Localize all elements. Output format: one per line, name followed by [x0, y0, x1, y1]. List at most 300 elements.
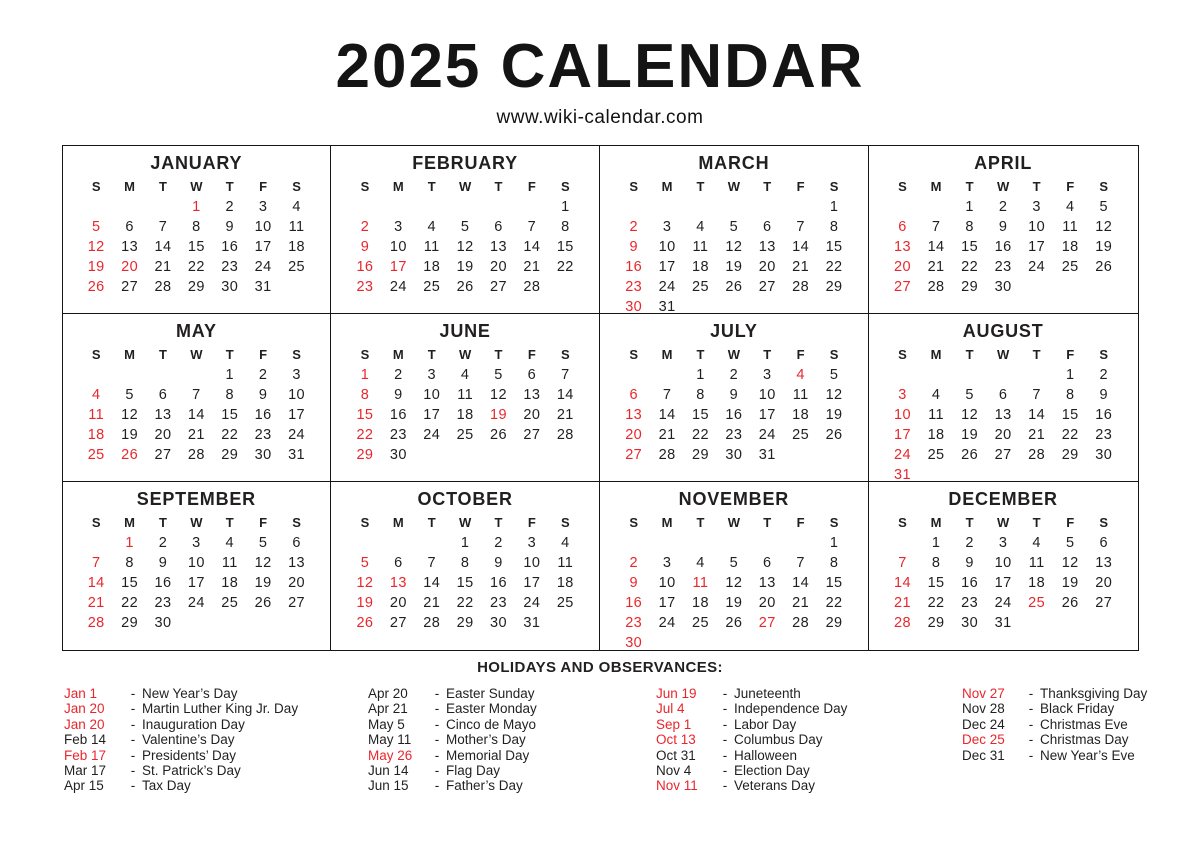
holiday-row: [368, 763, 656, 778]
week-row: [348, 613, 582, 633]
day-cell: [180, 613, 213, 633]
day-cell: 9: [360, 239, 370, 255]
weekday-header: T: [763, 178, 772, 194]
day-cell: 17: [389, 259, 407, 275]
day-cell: [751, 465, 784, 482]
day-cell: 13: [1095, 555, 1113, 571]
day-cell: [784, 445, 817, 465]
day-cell: 31: [658, 299, 676, 314]
day-cell: 23: [356, 279, 374, 295]
day-cell: 12: [725, 575, 743, 591]
week-row: [80, 553, 314, 573]
day-cell: [280, 277, 313, 297]
day-cell: [382, 465, 415, 482]
week-row: [886, 445, 1121, 465]
day-cell: 19: [356, 595, 374, 611]
holiday-row: [64, 748, 368, 763]
day-cell: 20: [288, 575, 306, 591]
day-cell: 2: [965, 535, 974, 551]
weekday-header: F: [1066, 514, 1075, 530]
weekday-header-row: [617, 175, 851, 197]
day-cell: 19: [961, 427, 979, 443]
month-weeks: [348, 365, 582, 482]
day-cell: 29: [1061, 447, 1079, 463]
day-cell: 26: [254, 595, 272, 611]
week-row: [348, 197, 582, 217]
day-cell: 21: [556, 407, 574, 423]
day-cell: [1087, 633, 1121, 650]
day-cell: 18: [221, 575, 239, 591]
holiday-row: [962, 748, 1200, 763]
day-cell: 7: [91, 555, 101, 571]
weekday-header: S: [360, 514, 370, 530]
day-cell: [1053, 465, 1087, 482]
day-cell: [953, 297, 987, 314]
day-cell: [415, 465, 448, 482]
day-cell: [280, 465, 313, 482]
weekday-header: S: [629, 178, 639, 194]
day-cell: 28: [927, 279, 945, 295]
day-cell: 1: [561, 199, 570, 215]
weekday-header: T: [225, 178, 234, 194]
holiday-name: New Year’s Eve: [1040, 747, 1135, 763]
day-cell: 6: [292, 535, 301, 551]
day-cell: [382, 533, 415, 553]
holiday-row: [64, 717, 368, 732]
week-row: [886, 553, 1121, 573]
weekday-header: T: [494, 178, 503, 194]
day-cell: 15: [825, 239, 843, 255]
day-cell: 16: [389, 407, 407, 423]
holiday-date: Jan 20: [64, 716, 105, 732]
day-cell: 22: [825, 259, 843, 275]
day-cell: 16: [725, 407, 743, 423]
day-cell: [180, 633, 213, 650]
week-row: [617, 553, 851, 573]
week-row: [80, 257, 314, 277]
weekday-header: M: [392, 514, 404, 530]
day-cell: 5: [729, 219, 739, 235]
day-cell: 20: [154, 427, 172, 443]
day-cell: 25: [423, 279, 441, 295]
day-cell: 28: [423, 615, 441, 631]
holiday-name: Juneteenth: [734, 686, 801, 701]
day-cell: 19: [725, 595, 743, 611]
weekday-header-row: [348, 511, 582, 533]
day-cell: [784, 297, 817, 314]
holiday-dash: -: [434, 716, 440, 732]
day-cell: 12: [87, 239, 105, 255]
weekday-header-row: [886, 511, 1121, 533]
week-row: [348, 553, 582, 573]
day-cell: 27: [625, 447, 643, 463]
day-cell: [1053, 277, 1087, 297]
weekday-header: S: [360, 178, 370, 194]
month-day-table: [886, 343, 1121, 482]
week-row: [886, 197, 1121, 217]
day-cell: 14: [154, 239, 172, 255]
day-cell: 13: [154, 407, 172, 423]
week-row: [348, 533, 582, 553]
day-cell: [448, 197, 481, 217]
day-cell: 26: [1095, 259, 1113, 275]
day-cell: 5: [1099, 199, 1108, 215]
day-cell: [919, 465, 953, 482]
day-cell: 22: [221, 427, 239, 443]
day-cell: 20: [523, 407, 541, 423]
holiday-name: Election Day: [734, 763, 810, 779]
day-cell: [415, 297, 448, 314]
day-cell: 11: [928, 407, 944, 423]
month-title: NOVEMBER: [678, 489, 790, 509]
weekday-header: F: [796, 346, 805, 362]
day-cell: [113, 297, 146, 314]
week-row: [348, 277, 582, 297]
day-cell: 5: [460, 219, 470, 235]
holiday-dash: -: [1028, 732, 1034, 748]
week-row: [348, 445, 582, 465]
day-cell: 30: [254, 447, 272, 463]
day-cell: 3: [192, 535, 201, 551]
day-cell: 1: [460, 535, 470, 551]
day-cell: 20: [758, 595, 776, 611]
day-cell: 18: [692, 259, 709, 275]
day-cell: 17: [894, 427, 911, 443]
day-cell: 5: [360, 555, 370, 571]
day-cell: 5: [965, 387, 974, 403]
month-title: FEBRUARY: [412, 153, 518, 173]
day-cell: 4: [696, 555, 705, 571]
day-cell: 6: [998, 387, 1008, 403]
holiday-date: Nov 27: [962, 686, 1005, 701]
day-cell: 3: [427, 367, 436, 383]
week-row: [617, 465, 851, 482]
day-cell: 1: [829, 199, 839, 215]
holiday-name: Christmas Day: [1040, 732, 1129, 748]
weekday-header-row: [617, 343, 851, 365]
day-cell: 25: [556, 595, 574, 611]
day-cell: 17: [994, 575, 1012, 591]
weekday-header: T: [965, 346, 974, 362]
day-cell: 7: [527, 219, 537, 235]
day-cell: 28: [792, 279, 810, 295]
day-cell: 31: [288, 447, 306, 463]
day-cell: 14: [894, 575, 911, 591]
day-cell: [784, 197, 817, 217]
day-cell: [549, 445, 582, 465]
day-cell: [717, 297, 750, 314]
day-cell: 6: [629, 387, 638, 403]
day-cell: [448, 465, 481, 482]
day-cell: 10: [658, 239, 676, 255]
day-cell: 24: [994, 595, 1012, 611]
holiday-date: Oct 13: [656, 732, 696, 748]
day-cell: 12: [254, 555, 272, 571]
day-cell: 7: [427, 555, 436, 571]
day-cell: [986, 633, 1020, 650]
day-cell: 7: [796, 219, 805, 235]
day-cell: 24: [187, 595, 205, 611]
day-cell: 12: [825, 387, 843, 403]
day-cell: 28: [154, 279, 172, 295]
weekday-header: M: [392, 178, 404, 194]
weekday-header: S: [1099, 514, 1109, 530]
weekday-header: F: [527, 178, 536, 194]
day-cell: 22: [187, 259, 205, 275]
holiday-name: New Year’s Day: [142, 686, 238, 701]
day-cell: 12: [1061, 555, 1079, 571]
day-cell: 23: [490, 595, 507, 611]
day-cell: 24: [658, 279, 676, 295]
day-cell: 19: [1095, 239, 1113, 255]
week-row: [617, 613, 851, 633]
day-cell: 30: [221, 279, 239, 295]
weekday-header: S: [91, 178, 101, 194]
day-cell: 21: [1028, 427, 1046, 443]
weekday-header: W: [996, 178, 1010, 194]
month-title: JANUARY: [150, 153, 243, 173]
weekday-header: W: [190, 514, 203, 530]
day-cell: 8: [1065, 387, 1075, 403]
month-february: [331, 146, 600, 314]
day-cell: 18: [423, 259, 441, 275]
day-cell: 13: [389, 575, 407, 591]
day-cell: 6: [125, 219, 134, 235]
day-cell: 6: [763, 219, 772, 235]
day-cell: [650, 633, 683, 650]
holiday-row: [64, 686, 368, 701]
day-cell: 10: [758, 387, 776, 403]
weekday-header-row: [617, 511, 851, 533]
holiday-date: Jan 1: [64, 686, 98, 701]
day-cell: [549, 297, 582, 314]
week-row: [617, 365, 851, 385]
weekday-header: S: [292, 514, 301, 530]
month-title: OCTOBER: [417, 489, 513, 509]
month-january: [63, 146, 332, 314]
weekday-header: S: [560, 178, 570, 194]
day-cell: [146, 197, 179, 217]
day-cell: [246, 297, 279, 314]
month-november: [600, 482, 869, 650]
day-cell: [348, 297, 381, 314]
day-cell: 23: [961, 595, 979, 611]
week-row: [348, 633, 582, 650]
week-row: [80, 633, 314, 650]
day-cell: 6: [1099, 535, 1108, 551]
day-cell: 12: [725, 239, 743, 255]
day-cell: [113, 197, 146, 217]
week-row: [348, 365, 582, 385]
day-cell: 11: [1028, 555, 1045, 571]
holiday-row: [64, 732, 368, 747]
day-cell: 9: [998, 219, 1008, 235]
day-cell: 7: [662, 387, 672, 403]
day-cell: [113, 465, 146, 482]
day-cell: 25: [221, 595, 239, 611]
day-cell: 16: [961, 575, 979, 591]
weekday-header: S: [91, 514, 101, 530]
week-row: [617, 425, 851, 445]
day-cell: [415, 633, 448, 650]
month-april: [869, 146, 1138, 314]
weekday-header: M: [124, 514, 135, 530]
day-cell: 25: [87, 447, 105, 463]
day-cell: 22: [961, 259, 979, 275]
day-cell: 31: [994, 615, 1012, 631]
day-cell: 9: [629, 575, 638, 591]
month-weeks: [886, 197, 1121, 314]
weekday-header: W: [727, 514, 740, 530]
holiday-dash: -: [722, 701, 728, 717]
day-cell: 2: [225, 199, 234, 215]
week-row: [80, 277, 314, 297]
holiday-dash: -: [722, 747, 728, 763]
day-cell: 8: [360, 387, 370, 403]
day-cell: [146, 365, 179, 385]
holiday-row: [368, 732, 656, 747]
day-cell: 26: [490, 427, 507, 443]
day-cell: 24: [758, 427, 776, 443]
day-cell: 16: [154, 575, 172, 591]
day-cell: [213, 297, 246, 314]
weekday-header: S: [560, 346, 570, 362]
month-title: SEPTEMBER: [136, 489, 256, 509]
week-row: [348, 593, 582, 613]
holiday-name: Thanksgiving Day: [1040, 686, 1148, 701]
weekday-header: M: [661, 346, 673, 362]
day-cell: 4: [427, 219, 436, 235]
day-cell: [246, 465, 279, 482]
day-cell: 18: [1061, 239, 1079, 255]
weekday-header: F: [259, 178, 268, 194]
day-cell: 8: [460, 555, 470, 571]
day-cell: 8: [225, 387, 234, 403]
day-cell: 10: [1028, 219, 1046, 235]
day-cell: [382, 197, 415, 217]
day-cell: [113, 365, 146, 385]
week-row: [348, 385, 582, 405]
holiday-name: Flag Day: [446, 763, 501, 779]
day-cell: 28: [87, 615, 105, 631]
weekday-header: T: [696, 514, 705, 530]
day-cell: [415, 533, 448, 553]
day-cell: 23: [625, 279, 643, 295]
weekday-header: T: [965, 514, 974, 530]
week-row: [617, 445, 851, 465]
week-row: [80, 533, 314, 553]
holiday-dash: -: [722, 763, 728, 779]
day-cell: 28: [556, 427, 574, 443]
day-cell: 16: [490, 575, 507, 591]
week-row: [617, 573, 851, 593]
holiday-date: Jun 14: [368, 763, 409, 779]
day-cell: 4: [1032, 535, 1041, 551]
day-cell: 29: [121, 615, 139, 631]
day-cell: [1020, 613, 1054, 633]
day-cell: 23: [625, 615, 643, 631]
day-cell: 20: [625, 427, 643, 443]
week-row: [348, 217, 582, 237]
day-cell: [617, 465, 650, 482]
day-cell: [650, 365, 683, 385]
month-september: [63, 482, 332, 650]
week-row: [80, 365, 314, 385]
holiday-dash: -: [722, 686, 728, 701]
day-cell: 9: [394, 387, 403, 403]
holiday-name: Easter Sunday: [446, 686, 535, 701]
day-cell: 27: [758, 615, 776, 631]
day-cell: 13: [758, 239, 776, 255]
holiday-name: Halloween: [734, 747, 798, 763]
day-cell: 26: [121, 447, 139, 463]
weekday-header: W: [458, 346, 472, 362]
day-cell: 13: [490, 239, 507, 255]
day-cell: 30: [154, 615, 172, 631]
day-cell: [1087, 465, 1121, 482]
month-day-table: [80, 511, 314, 650]
day-cell: 28: [523, 279, 541, 295]
day-cell: 16: [254, 407, 272, 423]
day-cell: 28: [894, 615, 911, 631]
day-cell: [886, 297, 920, 314]
day-cell: 29: [825, 279, 843, 295]
day-cell: 15: [692, 407, 709, 423]
day-cell: 30: [625, 635, 643, 650]
holiday-date: Apr 21: [368, 701, 408, 717]
day-cell: [515, 297, 548, 314]
week-row: [617, 237, 851, 257]
holiday-date: Jun 15: [368, 778, 409, 794]
week-row: [80, 573, 314, 593]
day-cell: 17: [523, 575, 541, 591]
week-row: [348, 465, 582, 482]
day-cell: 4: [225, 535, 234, 551]
day-cell: 14: [423, 575, 441, 591]
month-weeks: [348, 533, 582, 650]
day-cell: 21: [87, 595, 105, 611]
holiday-date: Sep 1: [656, 716, 692, 732]
day-cell: 19: [456, 259, 474, 275]
day-cell: 19: [725, 259, 743, 275]
week-row: [886, 257, 1121, 277]
day-cell: 17: [288, 407, 306, 423]
month-day-table: [886, 511, 1121, 650]
day-cell: 21: [792, 595, 810, 611]
day-cell: 19: [490, 407, 507, 423]
day-cell: 7: [192, 387, 201, 403]
day-cell: 10: [994, 555, 1012, 571]
month-weeks: [80, 197, 314, 314]
month-july: [600, 314, 869, 482]
week-row: [886, 633, 1121, 650]
month-day-table: [348, 511, 582, 650]
weekday-header-row: [348, 175, 582, 197]
day-cell: [113, 633, 146, 650]
weekday-header: F: [1066, 346, 1075, 362]
day-cell: 13: [625, 407, 643, 423]
week-row: [886, 217, 1121, 237]
month-weeks: [80, 533, 314, 650]
day-cell: 18: [1028, 575, 1046, 591]
day-cell: [650, 465, 683, 482]
weekday-header: W: [190, 178, 203, 194]
holiday-name: Labor Day: [734, 716, 797, 732]
day-cell: [482, 445, 515, 465]
day-cell: [515, 445, 548, 465]
holiday-dash: -: [130, 686, 136, 701]
weekday-header: T: [427, 346, 436, 362]
